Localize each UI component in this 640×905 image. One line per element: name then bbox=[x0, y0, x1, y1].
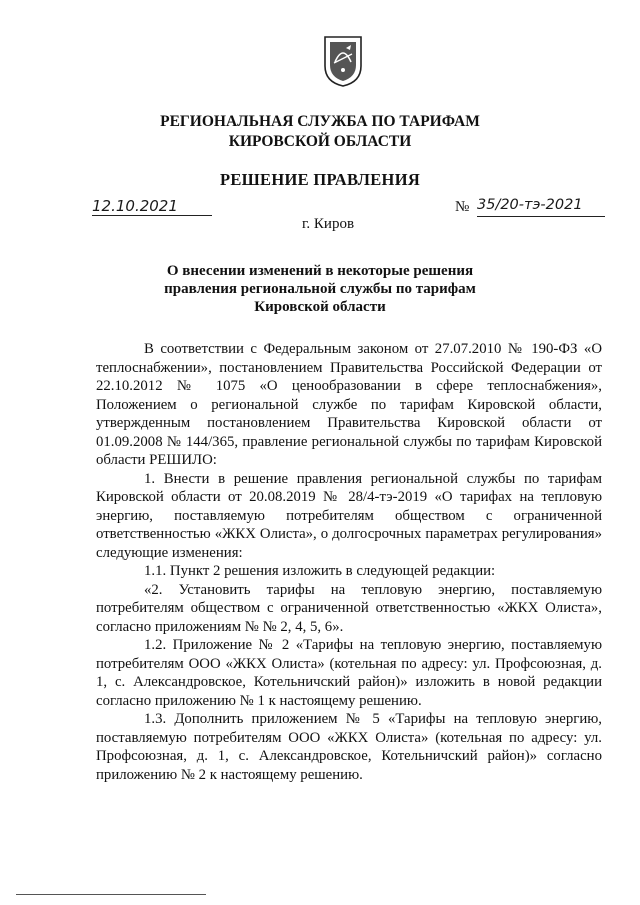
subject-line-3: Кировской области bbox=[254, 299, 386, 315]
subject-line-1: О внесении изменений в некоторые решения bbox=[166, 263, 474, 279]
subject-line-2: правления региональной службы по тарифам bbox=[164, 281, 476, 297]
number-label: № bbox=[455, 199, 470, 215]
paragraph-item-1-1: 1.1. Пункт 2 решения изложить в следующей редакции: bbox=[144, 563, 496, 579]
paragraph-quote-2: «2. Установить тарифы на тепловую энергию, поставляемую потребителям обществом с ограниченной ответственностью «ЖКХ Олиста», согласно приложениям № № 2, 4, 5, 6». bbox=[96, 581, 602, 635]
organization-name bbox=[0, 112, 640, 152]
document-body bbox=[96, 340, 602, 784]
org-line-2: КИРОВСКОЙ ОБЛАСТИ bbox=[228, 133, 412, 150]
coat-of-arms-icon bbox=[322, 34, 364, 88]
org-line-1: РЕГИОНАЛЬНАЯ СЛУЖБА ПО ТАРИФАМ bbox=[160, 113, 480, 130]
decision-date: 12.10.2021 bbox=[92, 197, 178, 215]
document-subject bbox=[0, 262, 640, 316]
document-title: РЕШЕНИЕ ПРАВЛЕНИЯ bbox=[219, 170, 421, 189]
city: г. Киров bbox=[301, 216, 355, 232]
decision-number: 35/20-тэ-2021 bbox=[477, 197, 583, 213]
footnote-divider bbox=[16, 894, 206, 895]
paragraph-preamble: В соответствии с Федеральным законом от 27.07.2010 № 190-ФЗ «О теплоснабжении», постановлением Правительства Российской Федерации от 22.10.2012 № 1075 «О ценообразовании в сфере теплоснабжения», Положением о региональной службе по тарифам Кировской области, утвержденным постановлением Правительства Кировской области от 01.09.2008 № 144/365, правление региональной службы по тарифам Кировской области РЕШИЛО: bbox=[96, 341, 602, 468]
paragraph-item-1-3: 1.3. Дополнить приложением № 5 «Тарифы на тепловую энергию, поставляемую потребителям ООО «ЖКХ Олиста» (котельная по адресу: ул. Профсоюзная, д. 1, с. Александровское, Котельничский район)» согласно приложению № 2 к настоящему решению. bbox=[96, 711, 602, 783]
paragraph-item-1: 1. Внести в решение правления региональной службы по тарифам Кировской области от 20.08.2019 № 28/4-тэ-2019 «О тарифах на тепловую энергию, поставляемую потребителям обществом с ограниченной ответственностью «ЖКХ Олиста», о долгосрочных параметрах регулирования» следующие изменения: bbox=[96, 470, 602, 561]
paragraph-item-1-2: 1.2. Приложение № 2 «Тарифы на тепловую энергию, поставляемую потребителям ООО «ЖКХ Олиста» (котельная по адресу: ул. Профсоюзная, д. 1, с. Александровское, Котельничский район)» изложить в новой редакции согласно приложению № 1 к настоящему решению. bbox=[96, 637, 602, 709]
